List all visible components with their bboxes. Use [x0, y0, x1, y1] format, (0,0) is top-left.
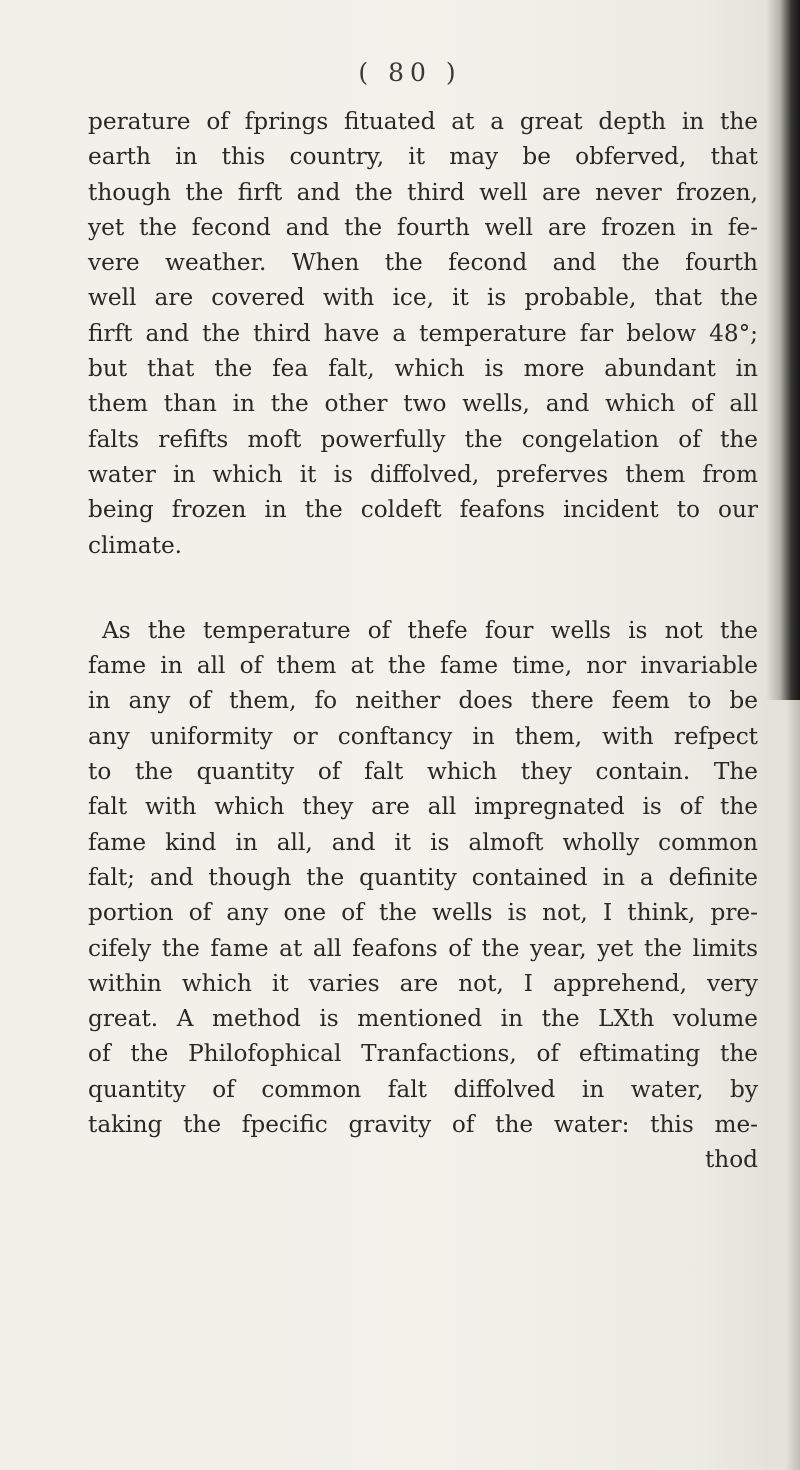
- text-line: firft and the third have a temperature far below 48°;: [88, 319, 758, 347]
- text-line: but that the fea falt, which is more abundant in: [88, 355, 758, 383]
- text-line: portion of any one of the wells is not, I think, pre-: [88, 899, 758, 927]
- text-line: taking the fpecific gravity of the water: this me-: [88, 1111, 758, 1139]
- text-line: of the Philofophical Tranfactions, of eftimating the: [88, 1040, 758, 1068]
- text-line: any uniformity or conftancy in them, with refpect: [88, 722, 758, 750]
- text-line: water in which it is diffolved, preferves them from: [88, 460, 758, 488]
- page-edge-shadow-lower: [786, 700, 800, 1470]
- text-line: though the firft and the third well are never frozen,: [88, 178, 758, 206]
- text-line: them than in the other two wells, and which of all: [88, 390, 758, 418]
- text-line: falts refifts moft powerfully the congelation of the: [88, 425, 758, 453]
- text-line: vere weather. When the fecond and the fourth: [88, 249, 758, 277]
- page-number: ( 80 ): [358, 58, 462, 87]
- text-line: great. A method is mentioned in the LXth volume: [88, 1005, 758, 1033]
- text-line: quantity of common falt diffolved in water, by: [88, 1075, 758, 1103]
- text-line: earth in this country, it may be obferved, that: [88, 143, 758, 171]
- text-line: well are covered with ice, it is probable, that the: [88, 284, 758, 312]
- paragraph-gap: [88, 563, 758, 613]
- text-line: climate.: [88, 531, 183, 559]
- text-line: As the temperature of thefe four wells is not the: [102, 616, 758, 644]
- text-line: falt; and though the quantity contained in a definite: [88, 863, 758, 891]
- body-text: [88, 104, 758, 1178]
- catchword: thod: [704, 1146, 758, 1174]
- text-line: in any of them, fo neither does there feem to be: [88, 687, 758, 715]
- text-line: to the quantity of falt which they contain. The: [88, 758, 758, 786]
- text-line: falt with which they are all impregnated is of the: [88, 793, 758, 821]
- text-line: fame kind in all, and it is almoft wholly common: [88, 828, 758, 856]
- paragraph-1: [88, 104, 758, 563]
- text-line: within which it varies are not, I apprehend, very: [88, 969, 758, 997]
- text-line: perature of fprings fituated at a great depth in the: [88, 108, 758, 135]
- text-line: yet the fecond and the fourth well are frozen in fe-: [88, 213, 758, 241]
- paragraph-2: [88, 613, 758, 1178]
- text-line: fame in all of them at the fame time, nor invariable: [88, 652, 758, 680]
- text-line: being frozen in the coldeft feafons incident to our: [88, 496, 758, 524]
- text-line: cifely the fame at all feafons of the year, yet the limits: [88, 934, 758, 962]
- page-edge-shadow: [766, 0, 800, 700]
